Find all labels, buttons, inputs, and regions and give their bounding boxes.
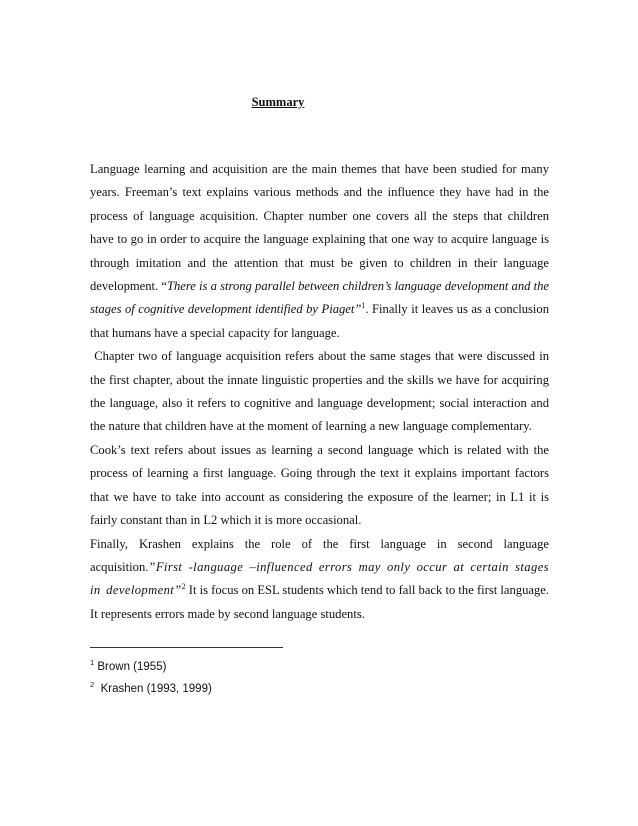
paragraph-4-text: Finally, Krashen explains the role of the first language in second language acquisition. (90, 536, 549, 574)
footnote-1-text: Brown (1955) (97, 661, 167, 673)
paragraph-3 (90, 439, 549, 533)
krashen-quote: ”First -language –influenced errors may only occur at certain stages in development” (90, 559, 549, 598)
summary-body (90, 158, 549, 626)
footnote-2-number: 2 (90, 680, 95, 690)
piaget-quote: There is a strong parallel between children’s language development and the stages of cognitive development identified by Piaget” (90, 279, 549, 317)
paragraph-2-text: Chapter two of language acquisition refers about the same stages that were discussed in the first chapter, about the innate linguistic properties and the skills we have for acquiring the language, also it refers to cognitive and language development; social interaction and the nature that children have at the moment of learning a new language complementary. (90, 349, 549, 434)
paragraph-3-text: Cook’s text refers about issues as learning a second language which is related with the process of learning a first language. Going through the text it explains important factors that we have to take into account as considering the exposure of the learner; in L1 it is fairly constant than in L2 which it is more occasional. (90, 442, 549, 528)
paragraph-1-conclusion: . Finally it leaves us as a conclusion that humans have a special capacity for language. (90, 302, 549, 340)
paragraph-4 (90, 533, 549, 627)
paragraph-1 (90, 158, 549, 345)
footnotes (90, 656, 212, 700)
page-title: Summary (251, 95, 305, 109)
footnote-2 (90, 678, 212, 700)
footnote-2-text: Krashen (1993, 1999) (100, 683, 212, 695)
footnote-ref-2: 2 (181, 582, 186, 592)
footnote-ref-1: 1 (361, 301, 366, 311)
paragraph-1-text: Language learning and acquisition are the main themes that have been studied for many years. Freeman’s text explains various methods and the influence they have had in the process of language acquisition. Chapter number one covers all the steps that children have to go in order to acquire the language explaining that one way to acquire language is through imitation and the attention that must be given to children in their language development. “ (90, 162, 549, 294)
footnote-1 (90, 656, 212, 678)
footnote-separator (90, 647, 283, 648)
paragraph-4-conclusion: It is focus on ESL students which tend to fall back to the first language. It represents errors made by second language students. (90, 583, 550, 621)
footnote-1-number: 1 (90, 658, 95, 668)
paragraph-2 (90, 345, 549, 439)
